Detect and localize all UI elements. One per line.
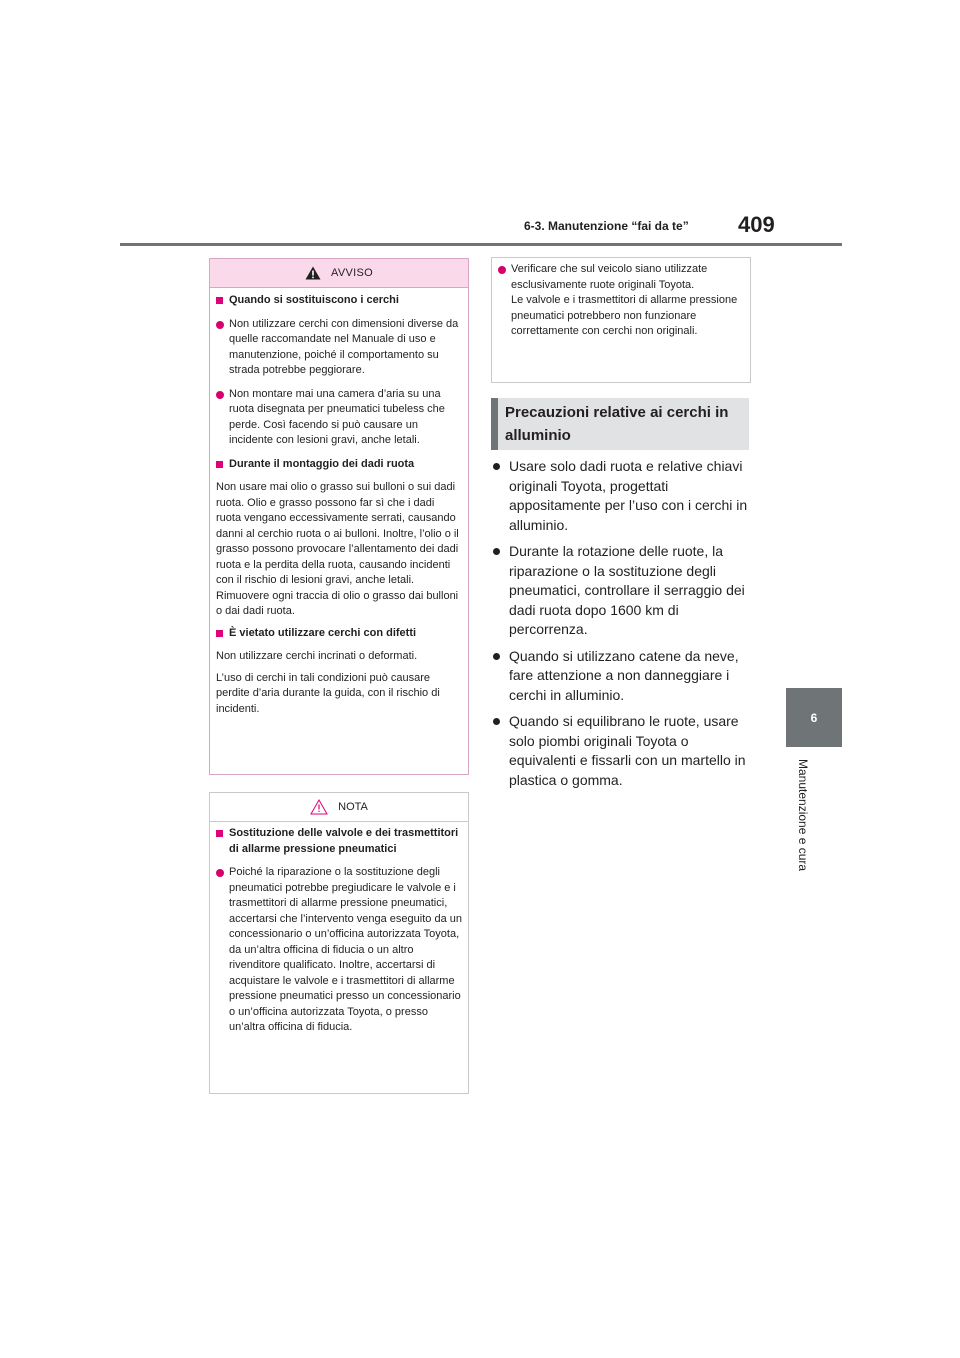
bullet-dot-icon	[493, 718, 500, 725]
round-bullet-icon	[216, 869, 224, 877]
bullet-dot-icon	[493, 548, 500, 555]
warning-paragraph: Non usare mai olio o grasso sui bulloni o sui dadi ruota. Olio e grasso possono far sì che i dadi ruota vengano eccessivamente serrati, causando danni al cerchio ruota o ai bulloni. Inoltre, l’olio o il grasso possono provocare l’allentamento dei dadi ruota e la perdita della ruota, causando incidenti con il rischio di lesioni gravi, anche letali. Rimuovere ogni traccia di olio o grasso dai bulloni o dai dadi ruota.	[216, 481, 459, 617]
warning-title: AVVISO	[331, 267, 373, 279]
warning-content	[216, 293, 462, 723]
section-title: Precauzioni relative ai cerchi in alluminio	[505, 404, 729, 444]
bullet-dot-icon	[493, 653, 500, 660]
caution-triangle-icon	[310, 799, 328, 815]
list-item: Quando si utilizzano catene da neve, fare attenzione a non danneggiare i cerchi in alluminio.	[491, 647, 753, 706]
chapter-title: Manutenzione e cura	[796, 759, 810, 872]
info-content	[498, 262, 744, 340]
square-bullet-icon	[216, 297, 223, 304]
section-header: 6-3. Manutenzione “fai da te”	[524, 219, 689, 233]
warning-triangle-icon	[305, 266, 321, 280]
precaution-list	[491, 457, 753, 797]
warning-header	[210, 259, 468, 288]
note-box	[209, 792, 469, 1094]
bullet-dot-icon	[493, 463, 500, 470]
warning-heading: Quando si sostituiscono i cerchi	[216, 293, 462, 309]
warning-heading: È vietato utilizzare cerchi con difetti	[216, 626, 462, 642]
square-bullet-icon	[216, 461, 223, 468]
warning-bullet: Non utilizzare cerchi con dimensioni diverse da quelle raccomandate nel Manuale di uso e manutenzione, poiché il comportamento su strada potrebbe peggiorare.	[216, 317, 462, 379]
header-rule	[120, 243, 842, 246]
round-bullet-icon	[498, 266, 506, 274]
warning-box	[209, 258, 469, 775]
note-content	[216, 826, 462, 1044]
warning-paragraph: Non utilizzare cerchi incrinati o deformati.	[216, 650, 418, 662]
chapter-number: 6	[810, 710, 818, 725]
warning-paragraph: L’uso di cerchi in tali condizioni può causare perdite d’aria durante la guida, con il rischio di incidenti.	[216, 671, 440, 715]
list-item: Durante la rotazione delle ruote, la riparazione o la sostituzione degli pneumatici, controllare il serraggio dei dadi ruota dopo 1600 km di percorrenza.	[491, 542, 753, 640]
warning-heading: Durante il montaggio dei dadi ruota	[216, 457, 462, 473]
list-item: Quando si equilibrano le ruote, usare solo piombi originali Toyota o equivalenti e fissarli con un martello in plastica o gomma.	[491, 712, 753, 790]
note-bullet: Poiché la riparazione o la sostituzione degli pneumatici potrebbe pregiudicare le valvole e i trasmettitori di allarme pressione pneumatici, accertarsi che l’intervento venga eseguito da un concessionario o un’officina autorizzata Toyota, da un’altra officina di fiducia o un altro rivenditore qualificato. Inoltre, accertarsi di acquistare le valvole e i trasmettitori di allarme pressione pneumatici presso un concessionario o un’officina autorizzata Toyota, o presso un’altra officina di fiducia.	[216, 865, 462, 1036]
info-box	[491, 257, 751, 383]
note-title: NOTA	[338, 801, 368, 813]
section-title-bar	[491, 398, 498, 450]
list-item: Usare solo dadi ruota e relative chiavi originali Toyota, progettati appositamente per l’uso con i cerchi in alluminio.	[491, 457, 753, 535]
note-header	[210, 793, 468, 822]
square-bullet-icon	[216, 830, 223, 837]
note-heading: Sostituzione delle valvole e dei trasmettitori di allarme pressione pneumatici	[216, 826, 462, 857]
section-title-band	[491, 398, 749, 450]
chapter-tab	[786, 688, 842, 747]
chapter-title-vertical	[770, 759, 830, 889]
square-bullet-icon	[216, 630, 223, 637]
warning-bullet: Non montare mai una camera d’aria su una ruota disegnata per pneumatici tubeless che perde. Così facendo si può causare un incidente con lesioni gravi, anche letali.	[216, 387, 462, 449]
info-bullet: Verificare che sul veicolo siano utilizzate esclusivamente ruote originali Toyota. Le valvole e i trasmettitori di allarme pressione pneumatici potrebbero non funzionare correttamente con cerchi non originali.	[498, 262, 744, 340]
page-number: 409	[738, 212, 775, 237]
round-bullet-icon	[216, 391, 224, 399]
round-bullet-icon	[216, 321, 224, 329]
